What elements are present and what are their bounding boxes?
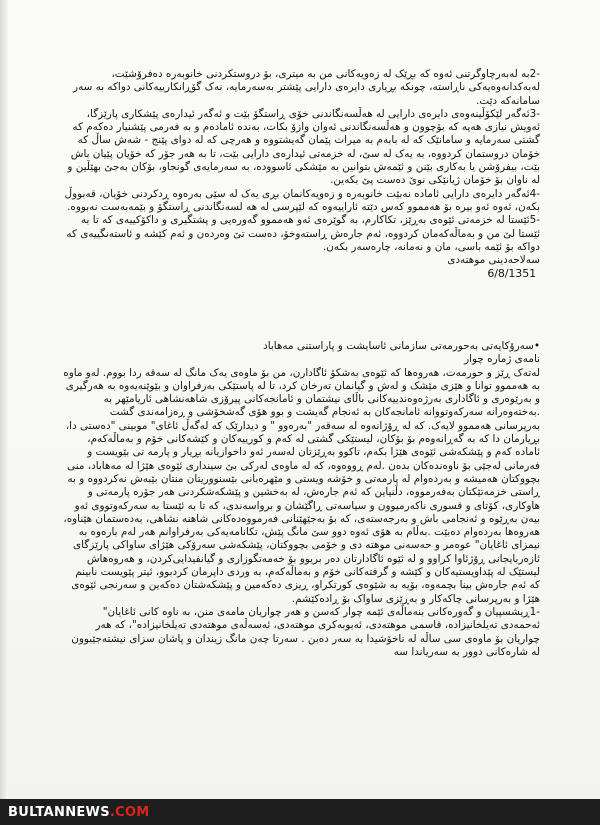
- letter-body-paragraph: لەتەک ڕێز و حورمەت، هەروەها کە ئێوەی بەشکۆ ئاگادارن، من بۆ ماوەی یەک مانگ لە سەقە ردا بووم. لەو ماوە بە هەمموو توانا و هێزی مێشک و لەش و گیانمان تەرخان کرد، تا لە پاستێکی بەرفراوان و بێوێنەیەوە بە هەرگیری و بەرێوەری و ئاگاداری بەرژەوەندییەکانی باڵای نیشتمان و ئامانجەکانی پیرۆزی شاهەنشاهی ئاریامێهر بە .بەختەوەرانە سەرکەوتووانە ئامانجەکان بە ئەنجام گەیشت و بوو هۆی گەشخۆشی و ڕەزامەندی گشت بەرپرسانی هەمموو لایەک. کە لە ڕۆژانەوە لە سەقەر "بەرەوو " و دیدارێک کە لەگەڵ ئاغای" موبینی "دەستی دا، بڕیارمان دا کە بە گەڕانەوەم بۆ بۆکان، لیستێکی گشتی لە کەم و کورییەکان و کێشەکانی خۆم و بەماڵەکەم، ئامادە کەم و پێشکەشی ئێوەی هێژا بکەم، تاکوو بەڕێزتان لەسەر ئەو داخوازیانە بڕیار و پارمە تی بێویست و فەرمانی لەجێی بۆ ناوەندەکان بدەن .لەم ڕووەوە، کە لە ماوەی لەرکی بێ سینداری ئێوەی هێژا لە مەهاباد، منی بچووکتان هەمیشە و بەردەوام لە پارمەتی و خۆشە ویستی و مێهرەبانی بێسنووریتان منتان بێبەش نەکردووە و بە ڕاستی خزمەتێکتان بەفەرمووە، دڵنیاین کە ئەم جارەش، لە بەخشین و پێشکەشکردنی هەر جۆرە پارمەتی و هاوکاری، کۆتای و قسوری ناکەرمیوون و سیاسەتی ڕاگێشان و برواسەندی، کە تا بە ئێستا بە سەرکەوتووی ئەو بیەن بەڕێوە و ئەنجامی باش و بەرجەستەی، کە بۆ بەجێهێنانی فەرمووەدەکانی شاهنە نشاهی، بەدەستمان هێناوە، هەروەها بەردەوام دەبێت .بەڵام بە هۆی ئەوە دوو سێ مانگ پێش، تکانامەیەکی بەرفراوانم هەر لەم بارەوە بە نیمزای ئاغایان" عوەمر و حەسەنی موهتە دی و خۆمی بچووکتان، پێشکەشی سەرۆکی هێژای ساواکی پارێزگای ئازەربایجانی ڕۆژئاوا کراوو و لە ئێوە ئاگادارتان دەر بریوو بۆ خەمەتگوزاری و گیانفیدایی‌کردن، و هەروەهاش لیستێک لە پێداویستیەکان و کێشە و گرفتەکانی خۆم و بەماڵەکەم، بە وردی داپرمان کردبوو، ئیتر پێویست نابینم کە ئەم جارەش بینا بچمەوە، بۆیە بە شێوەی کورتکراو، ڕیزی دەکەمین و پێشکەشتان دەکەین و سەرنجی ئێوەی هێژا و بەرپرسانی چاکەکار و بەڕێزی ساواک بۆ ڕادەکێشم.: [59, 366, 540, 605]
- letter-section-one: [62, 68, 540, 281]
- logo-main-text: BULTANNEWS: [8, 804, 110, 820]
- recipient-heading: •سەرۆکایەتی بەحورمەتی سازمانی ئاسایشت و پاراستنی مەهاباد: [263, 340, 540, 352]
- paragraph-point-3: -3ئەگەر لێکۆڵینەوەی دایرەی دارایی لە هەڵسەنگاندنی خۆی ڕاستگۆ بێت و ئەگەر ئیدارەی پێشکاری پارێزگا، ئەویش نیازی هەیە کە بۆچوون و هەڵسەنگاندنی ئەوان وازۆ بکات، بەندە ئامادەم و بە فەرمی پێشنیار دەکەم کە گشتی سەرمایە و سامانێک کە لە بابەم بە میرات پێمان گەیشتووە و هەرچی کە لە دوای پێنج - شەش ساڵ کە خۆمان دروستمان کردووە، بە یەک لە سێ، لە خزمەتی ئیدارەی دارایی بێت، تا بە هەر جۆر کە خۆیان پێیان باش بێت، بیفرۆشن یا بەکاری بێنن و ئێمەش بتوانین بە مێشکی ئاسوودە، بە سەرمایەی گونجاو، بۆکان بەجێ بهێڵین و لە ناوان بۆ خۆمان ژیانێکی نوێ دەست پێ بکەین.: [64, 107, 540, 187]
- site-logo: [8, 805, 150, 820]
- logo-accent-text: .COM: [109, 804, 150, 820]
- letter-number-heading: نامەی ژمارە چوار: [464, 353, 540, 366]
- letter-date: 6/8/1351: [487, 267, 536, 281]
- paragraph-point-1: -1ڕیشسپیان و گەورەکانی بنەماڵەی ئێمە چوار کەسن و هەر چواریان مامەی منن، بە ناوە کانی ئاغایان" ئەحمەدی تەیلخانیزادە، قاسمی موهتەدی، ئەبوبەکری موهتەدی، ئەسەڵەی موهتەدی تەیلخانیزادە"، کە هەر چواریان بۆ ماوەی سی ساڵە لە ناخۆشیدا بە سەر دەبن . سەرتا چەن مانگ زیندان و پاشان سزای نیشتەجێبوون لە شارەکانی دوور بە سەریاندا سە: [67, 605, 540, 658]
- scan-left-edge: [0, 0, 8, 825]
- paragraph-point-2: -2به لەبەرچاوگرتنی ئەوە کە بڕێک لە زەویەکانی من بە میتری، بۆ دروستکردنی خانوبەرە دەفرۆشێت، لەبەکدانەوەیەکی ناڕاستە، چونکە بڕیاری دایرەی دارایی پێشتر بەسەرمایە، نەک گۆڕانکارییەکانی دواکە بە سەر سامانەکە دێت.: [69, 68, 540, 107]
- paragraph-point-5: -5ئێستا لە خزمەتی ئێوەی بەڕێز، تکاکارم، بە گوێرەی ئەو هەمموو گەورەیی و پشتگیری و داکۆکییەی کە تا بە ئێستا لێ من و بەماڵەکەمان کردووە، ئەم جارەش ڕاستەوخۆ، دەست تێ وەردەن و ئەم کێشە و ئاستەنگییەی کە دواکە بۆ ئێمە باسی، مان و نەمانە، چارەسەر بکەن.: [63, 214, 540, 253]
- signature-name: سەلاحەدینی موهتەدی: [447, 254, 540, 267]
- paragraph-point-4: -4ئەگەر دایرەی دارایی ئامادە نەبێت خانوبەرە و زەویەکانمان بڕی یەک لە سێی بەرەوە ڕدکردنی خۆیان، قەبووڵ بکەن، ئەوە ئەو بیرە بۆ هەمموو کەس دێتە ئاراییەوە کە لێپرسی لە هە لسەنگاندنی ڕاستگۆ و بێمەبەست نەبووە.: [61, 187, 540, 213]
- footer-watermark-bar: [0, 799, 600, 825]
- letter-section-two: [59, 340, 540, 659]
